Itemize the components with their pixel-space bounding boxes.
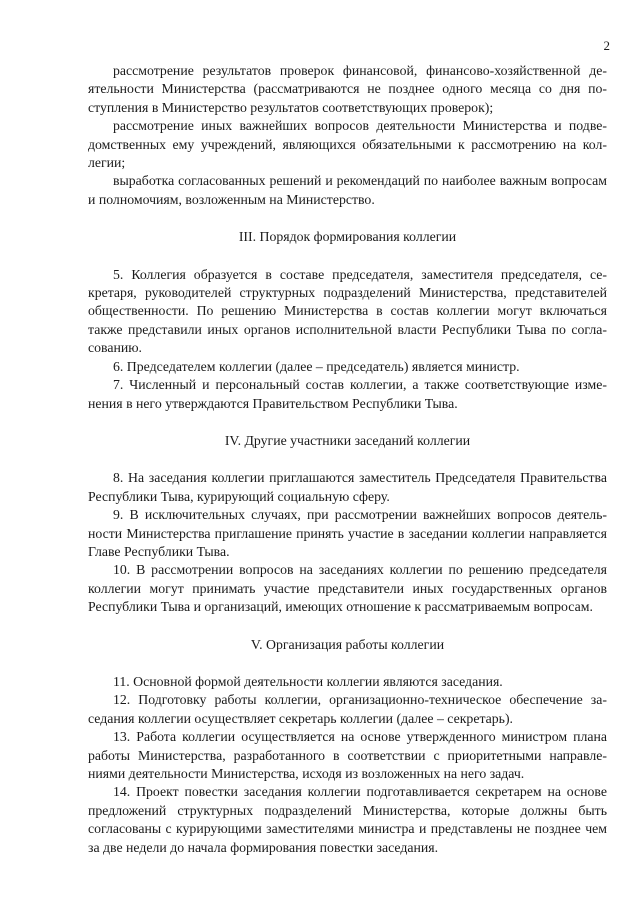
document-body xyxy=(88,62,607,857)
paragraph: 6. Председателем коллегии (далее – председатель) является министр. xyxy=(113,358,520,374)
paragraph: 11. Основной формой деятельности коллегии являются заседания. xyxy=(113,673,503,689)
page-number: 2 xyxy=(603,38,610,53)
paragraph: 14. Проект повестки заседания коллегии подготавливается секретарем на основе предложений структурных подразделений Министерства, которые должны быть согласованы с курирующими заместителями министра и представлены не позднее чем за две недели до начала формирования повестки заседания. xyxy=(88,784,607,855)
paragraph: 13. Работа коллегии осуществляется на основе утвержденного министром плана работы Министерства, разработанного в соответствии с приоритетными направлениями деятельности Министерства, исходя из возложенных на него задач. xyxy=(88,729,607,781)
paragraph: рассмотрение результатов проверок финансовой, финансово-хозяйственной деятельности Министерства (рассматриваются не позднее одного месяца со дня поступления в Министерство результатов соответствующих проверок); xyxy=(88,63,607,115)
section-heading-3: III. Порядок формирования коллегии xyxy=(238,229,457,245)
paragraph: рассмотрение иных важнейших вопросов деятельности Министерства и подведомственных ему учреждений, являющихся обязательными к рассмотрению на коллегии; xyxy=(88,118,607,171)
paragraph: 12. Подготовку работы коллегии, организационно-техническое обеспечение заседания коллегии осуществляет секретарь коллегии (далее – секретарь). xyxy=(88,692,607,726)
paragraph: 9. В исключительных случаях, при рассмотрении важнейших вопросов деятельности Министерства приглашение принять участие в заседании коллегии направляется Главе Республики Тыва. xyxy=(88,507,607,559)
paragraph: 5. Коллегия образуется в составе председателя, заместителя председателя, секретаря, руководителей структурных подразделений Министерства, представителей общественности. По решению Министерства в состав коллегии могут включаться также представили иных органов исполнительной власти Республики Тыва по согласованию. xyxy=(88,266,607,356)
paragraph: 7. Численный и персональный состав коллегии, а также соответствующие изменения в него утверждаются Правительством Республики Тыва. xyxy=(88,377,607,411)
paragraph: выработка согласованных решений и рекомендаций по наиболее важным вопросам и полномочиям, возложенным на Министерство. xyxy=(88,173,607,207)
section-heading-5: V. Организация работы коллегии xyxy=(250,636,445,652)
section-heading-4: IV. Другие участники заседаний коллегии xyxy=(224,432,471,448)
paragraph: 8. На заседания коллегии приглашаются заместитель Председателя Правительства Республики Тыва, курирующий социальную сферу. xyxy=(88,470,607,504)
paragraph: 10. В рассмотрении вопросов на заседаниях коллегии по решению председателя коллегии могут принимать участие представители иных государственных органов Республики Тыва и организаций, имеющих отношение к рассматриваемым вопросам. xyxy=(88,562,607,615)
